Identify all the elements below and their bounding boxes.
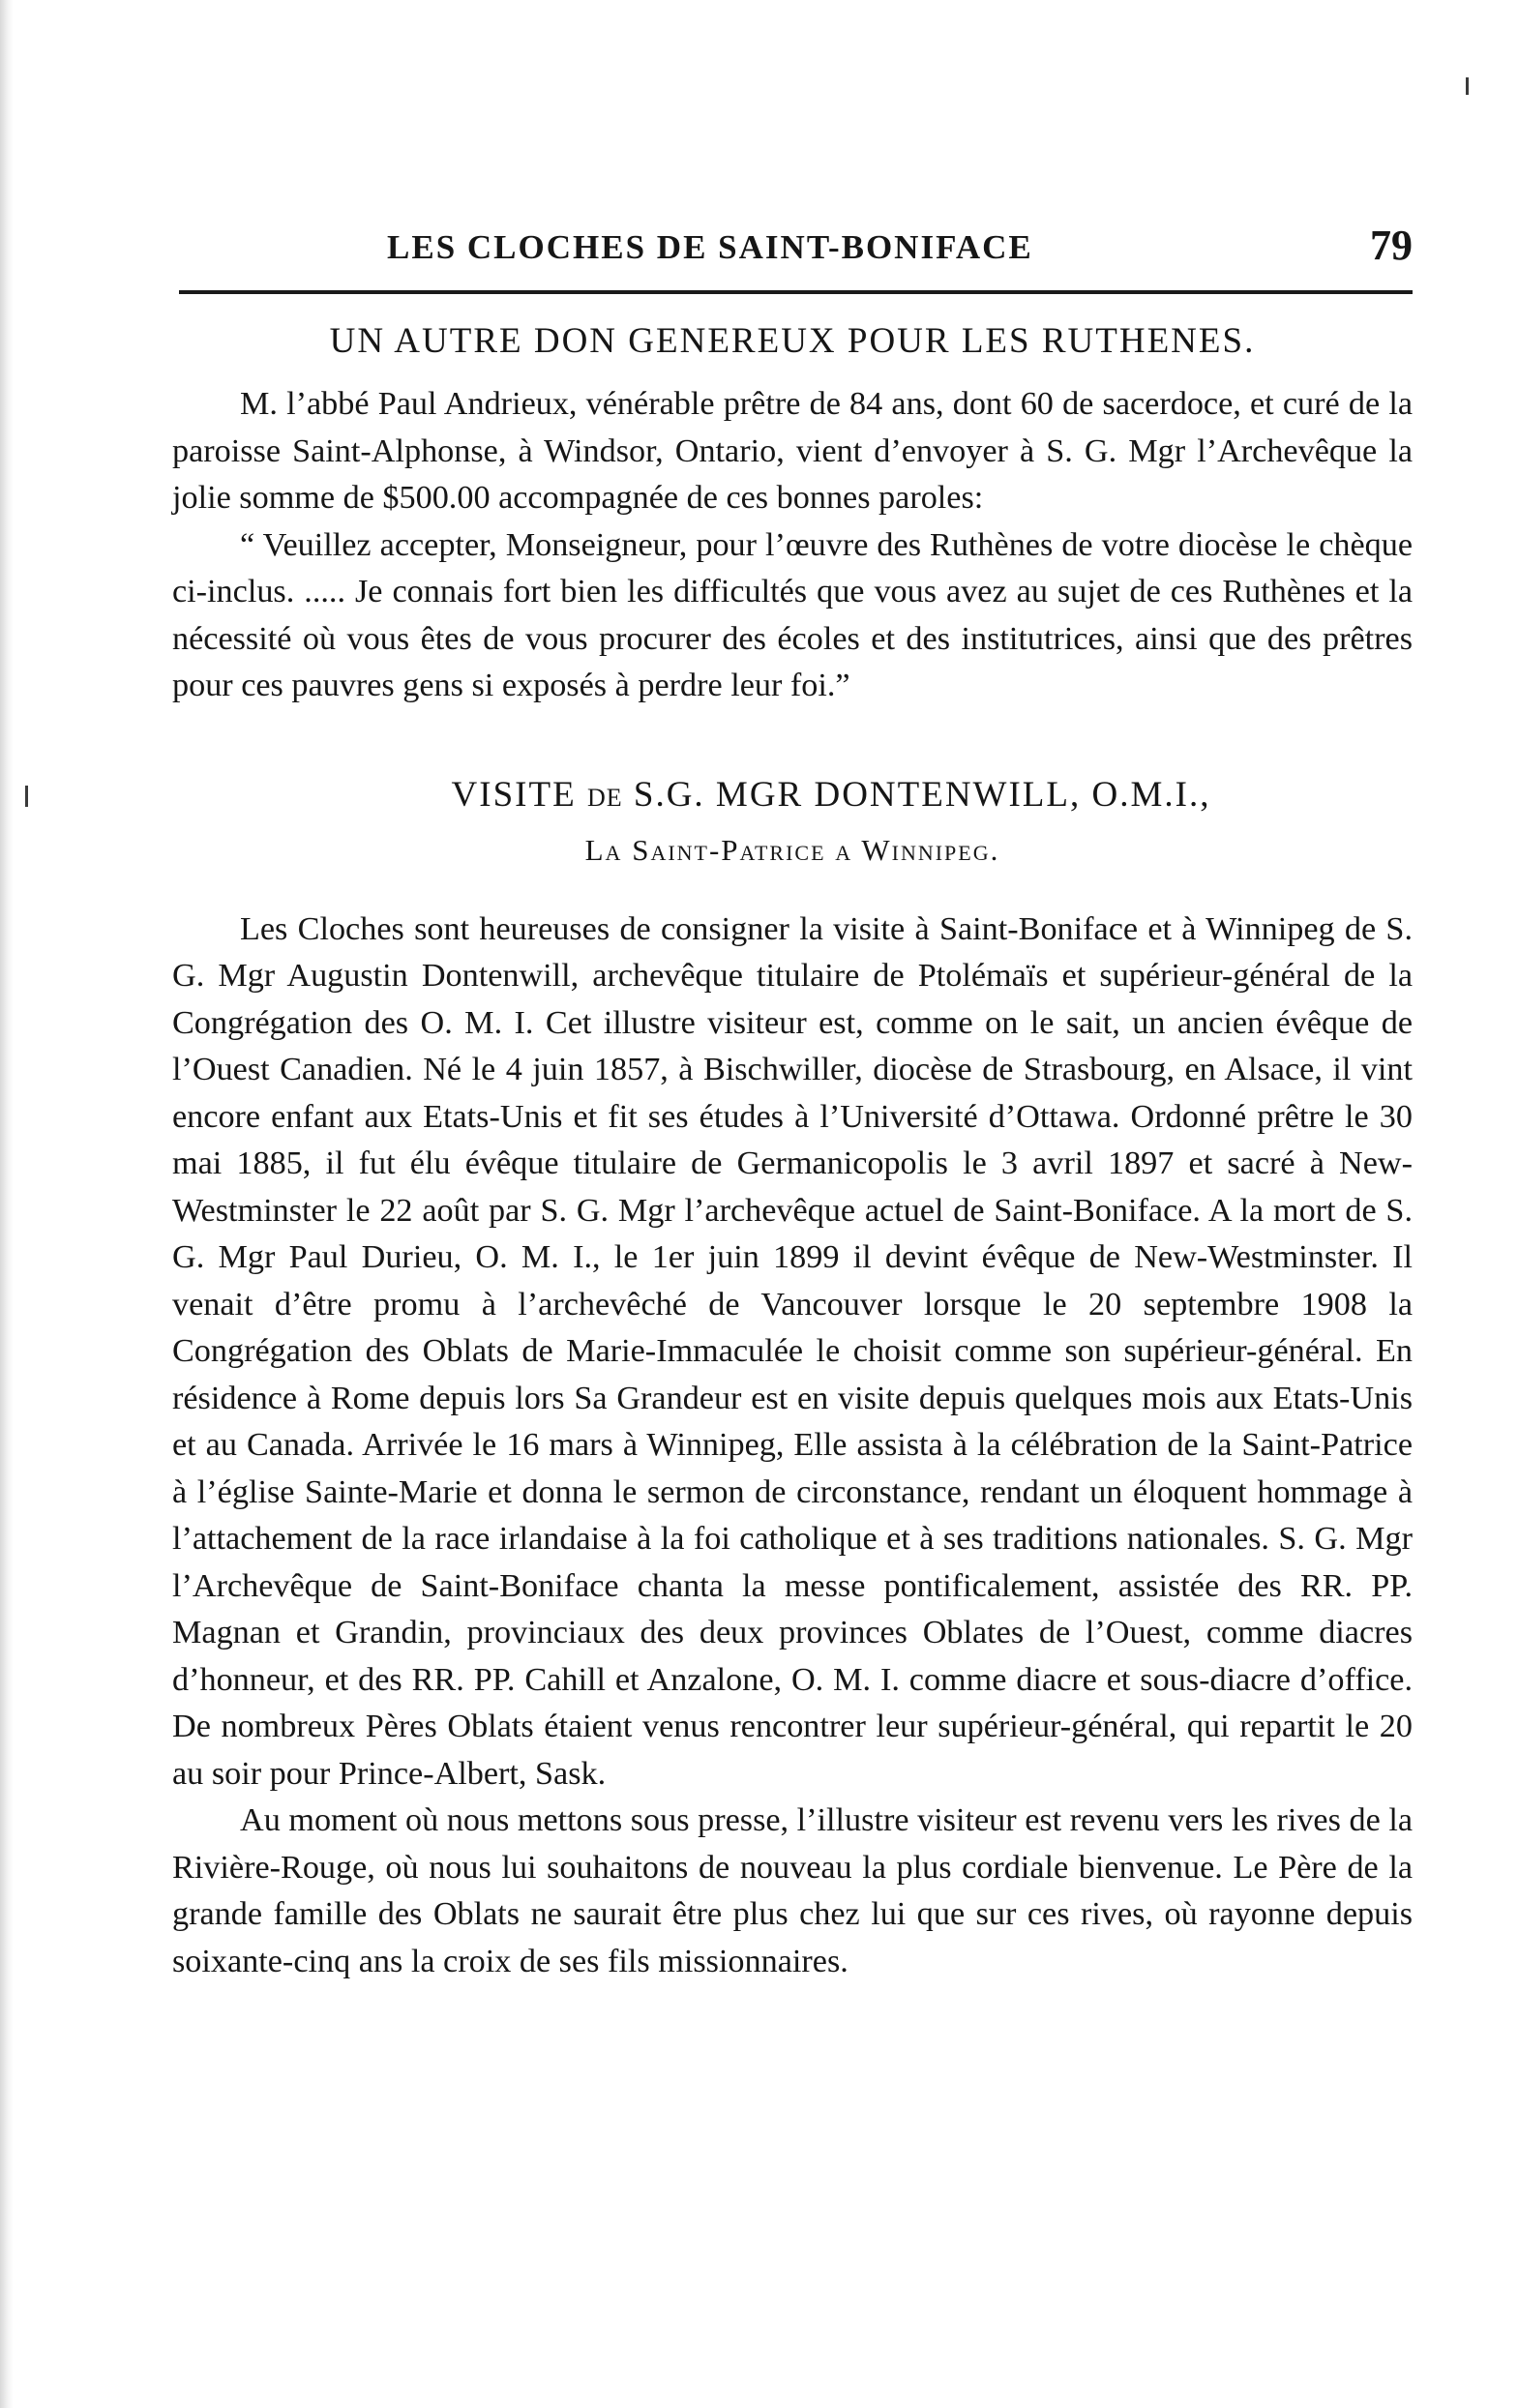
title-part: S.G. MGR DONTENWILL, O.M.I., — [633, 774, 1211, 815]
article-title — [172, 774, 1413, 816]
title-part: DE — [586, 783, 623, 812]
article-subtitle: La Saint-Patrice a Winnipeg. — [584, 832, 1000, 867]
quoted-letter-paragraph: “ Veuillez accepter, Monseigneur, pour l’œuvre des Ruthènes de votre diocèse le chèque ci-inclus. ..... Je connais fort bien les difficultés que vous avez au sujet de ces Ruthènes et la nécessité où vous êtes de vous procurer des écoles et des institutrices, ainsi que des prêtres pour ces pauvres gens si exposés à perdre leur foi.” — [172, 526, 1413, 704]
running-title: LES CLOCHES DE SAINT-BONIFACE — [387, 228, 1033, 266]
section-spacer — [172, 710, 1413, 774]
page-content — [172, 319, 1413, 1985]
article-paragraph: M. l’abbé Paul Andrieux, vénérable prêtre de 84 ans, dont 60 de sacerdoce, et curé de la paroisse Saint-Alphonse, à Windsor, Ontario, vient d’envoyer à S. G. Mgr l’Archevêque la jolie somme de $500.00 accompagnée de ces bonnes paroles: — [172, 386, 1413, 517]
article-title: UN AUTRE DON GENEREUX POUR LES RUTHENES. — [329, 321, 1256, 361]
scan-speck — [1466, 77, 1469, 95]
article-paragraph: Les Cloches sont heureuses de consigner la visite à Saint-Boniface et à Winnipeg de S. G. Mgr Augustin Dontenwill, archevêque titulaire de Ptolémaïs et supérieur-général de la Congrégation des O. M. I. Cet illustre visiteur est, comme on le sait, un ancien évêque de l’Ouest Canadien. Né le 4 juin 1857, à Bischwiller, diocèse de Strasbourg, en Alsace, il vint encore enfant aux Etats-Unis et fit ses études à l’Université d’Ottawa. Ordonné prêtre le 30 mai 1885, il fut élu évêque titulaire de Germanicopolis le 3 avril 1897 et sacré à New-Westminster le 22 août par S. G. Mgr l’archevêque actuel de Saint-Boniface. A la mort de S. G. Mgr Paul Durieu, O. M. I., le 1er juin 1899 il devint évêque de New-Westminster. Il venait d’être promu à l’archevêché de Vancouver lorsque le 20 septembre 1908 la Congrégation des Oblats de Marie-Immaculée le choisit comme son supérieur-général. En résidence à Rome depuis lors Sa Grandeur est en visite depuis quelques mois aux Etats-Unis et au Canada. Arrivée le 16 mars à Winnipeg, Elle assista à la célébration de la Saint-Patrice à l’église Sainte-Marie et donna le sermon de circonstance, rendant un éloquent hommage à l’attachement de la race irlandaise à la foi catholique et à ses traditions nationales. S. G. Mgr l’Archevêque de Saint-Boniface chanta la messe pontificalement, assistée des RR. PP. Magnan et Grandin, provinciaux des deux provinces Oblates de l’Ouest, comme diacres d’honneur, et des RR. PP. Cahill et Anzalone, O. M. I. comme diacre et sous-diacre d’office. De nombreux Pères Oblats étaient venus rencontrer leur supérieur-général, qui repartit le 20 au soir pour Prince-Albert, Sask. — [172, 910, 1413, 1792]
scan-edge-shadow — [0, 0, 14, 2408]
scan-speck — [25, 786, 28, 807]
running-head — [179, 221, 1413, 279]
title-part: VISITE — [451, 774, 577, 815]
page-number: 79 — [1370, 222, 1413, 269]
header-rule — [179, 290, 1413, 294]
article-paragraph: Au moment où nous mettons sous presse, l’illustre visiteur est revenu vers les rives de la Rivière-Rouge, où nous lui souhaitons de nouveau la plus cordiale bienvenue. Le Père de la grande famille des Oblats ne saurait être plus chez lui que sur ces rives, où rayonne depuis soixante-cinq ans la croix de ses fils missionnaires. — [172, 1802, 1413, 1979]
